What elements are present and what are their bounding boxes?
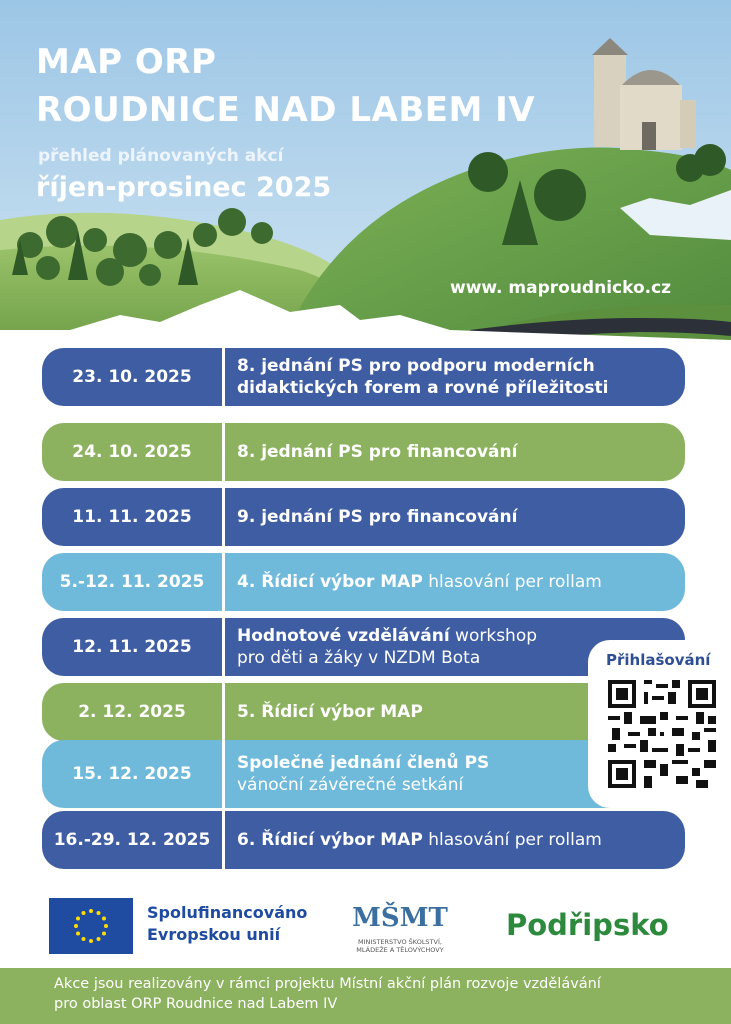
eu-cofunding-text xyxy=(147,902,307,946)
event-row xyxy=(42,423,685,481)
footer-line2: pro oblast ORP Roudnice nad Labem IV xyxy=(54,996,338,1012)
divider xyxy=(222,683,225,741)
divider xyxy=(222,348,225,406)
event-date: 23. 10. 2025 xyxy=(72,367,192,387)
period: říjen-prosinec 2025 xyxy=(36,172,332,203)
event-description xyxy=(237,348,673,406)
event-note-line2: pro děti a žáky v NZDM Bota xyxy=(237,648,481,668)
podripsko-logo: Podřipsko xyxy=(506,908,669,942)
event-date: 5.-12. 11. 2025 xyxy=(59,572,205,592)
event-title: Společné jednání členů PS xyxy=(237,753,490,773)
divider xyxy=(222,488,225,546)
footer-text xyxy=(54,974,714,1014)
msmt-line1: MINISTERSTVO ŠKOLSTVÍ, xyxy=(358,938,442,946)
event-row xyxy=(42,553,685,611)
subtitle: přehled plánovaných akcí xyxy=(38,146,284,166)
website-link[interactable]: www. maproudnicko.cz xyxy=(450,278,672,298)
event-title: 6. Řídicí výbor MAP xyxy=(237,830,423,850)
divider xyxy=(222,618,225,676)
eu-flag-logo xyxy=(49,898,133,954)
event-description xyxy=(237,423,673,481)
event-title: 8. jednání PS pro podporu moderních didaktických forem a rovné příležitosti xyxy=(237,356,609,398)
event-date: 15. 12. 2025 xyxy=(72,764,192,784)
event-date: 2. 12. 2025 xyxy=(78,702,186,722)
event-date: 12. 11. 2025 xyxy=(72,637,192,657)
eu-text-line2: Evropskou unií xyxy=(147,925,281,944)
event-title: 9. jednání PS pro financování xyxy=(237,507,518,527)
event-title: 4. Řídicí výbor MAP xyxy=(237,572,423,592)
msmt-line2: MLÁDEŽE A TĚLOVÝCHOVY xyxy=(356,946,444,954)
event-title: 5. Řídicí výbor MAP xyxy=(237,702,423,722)
divider xyxy=(222,740,225,808)
event-description xyxy=(237,488,673,546)
event-date: 11. 11. 2025 xyxy=(72,507,192,527)
event-date: 24. 10. 2025 xyxy=(72,442,192,462)
event-note: workshop xyxy=(449,626,538,646)
event-note-line2: vánoční závěrečné setkání xyxy=(237,775,464,795)
title-line-2: ROUDNICE NAD LABEM IV xyxy=(36,90,536,130)
svg-text:MŠMT: MŠMT xyxy=(352,903,448,933)
qr-label: Přihlašování xyxy=(606,651,711,669)
event-row xyxy=(42,811,685,869)
event-description xyxy=(237,553,673,611)
event-title: Hodnotové vzdělávání xyxy=(237,626,450,646)
event-row xyxy=(42,488,685,546)
event-note: hlasování per rollam xyxy=(422,572,602,592)
footer-line1: Akce jsou realizovány v rámci projektu Místní akční plán rozvoje vzdělávání xyxy=(54,976,601,992)
divider xyxy=(222,811,225,869)
title-line-1: MAP ORP xyxy=(36,42,217,82)
msmt-caption xyxy=(335,938,465,954)
event-title: 8. jednání PS pro financování xyxy=(237,442,518,462)
event-description xyxy=(237,811,673,869)
divider xyxy=(222,423,225,481)
event-note: hlasování per rollam xyxy=(422,830,602,850)
divider xyxy=(222,553,225,611)
event-row xyxy=(42,348,685,406)
event-date: 16.-29. 12. 2025 xyxy=(53,830,211,850)
qr-code[interactable] xyxy=(608,680,716,788)
eu-text-line1: Spolufinancováno xyxy=(147,903,308,922)
